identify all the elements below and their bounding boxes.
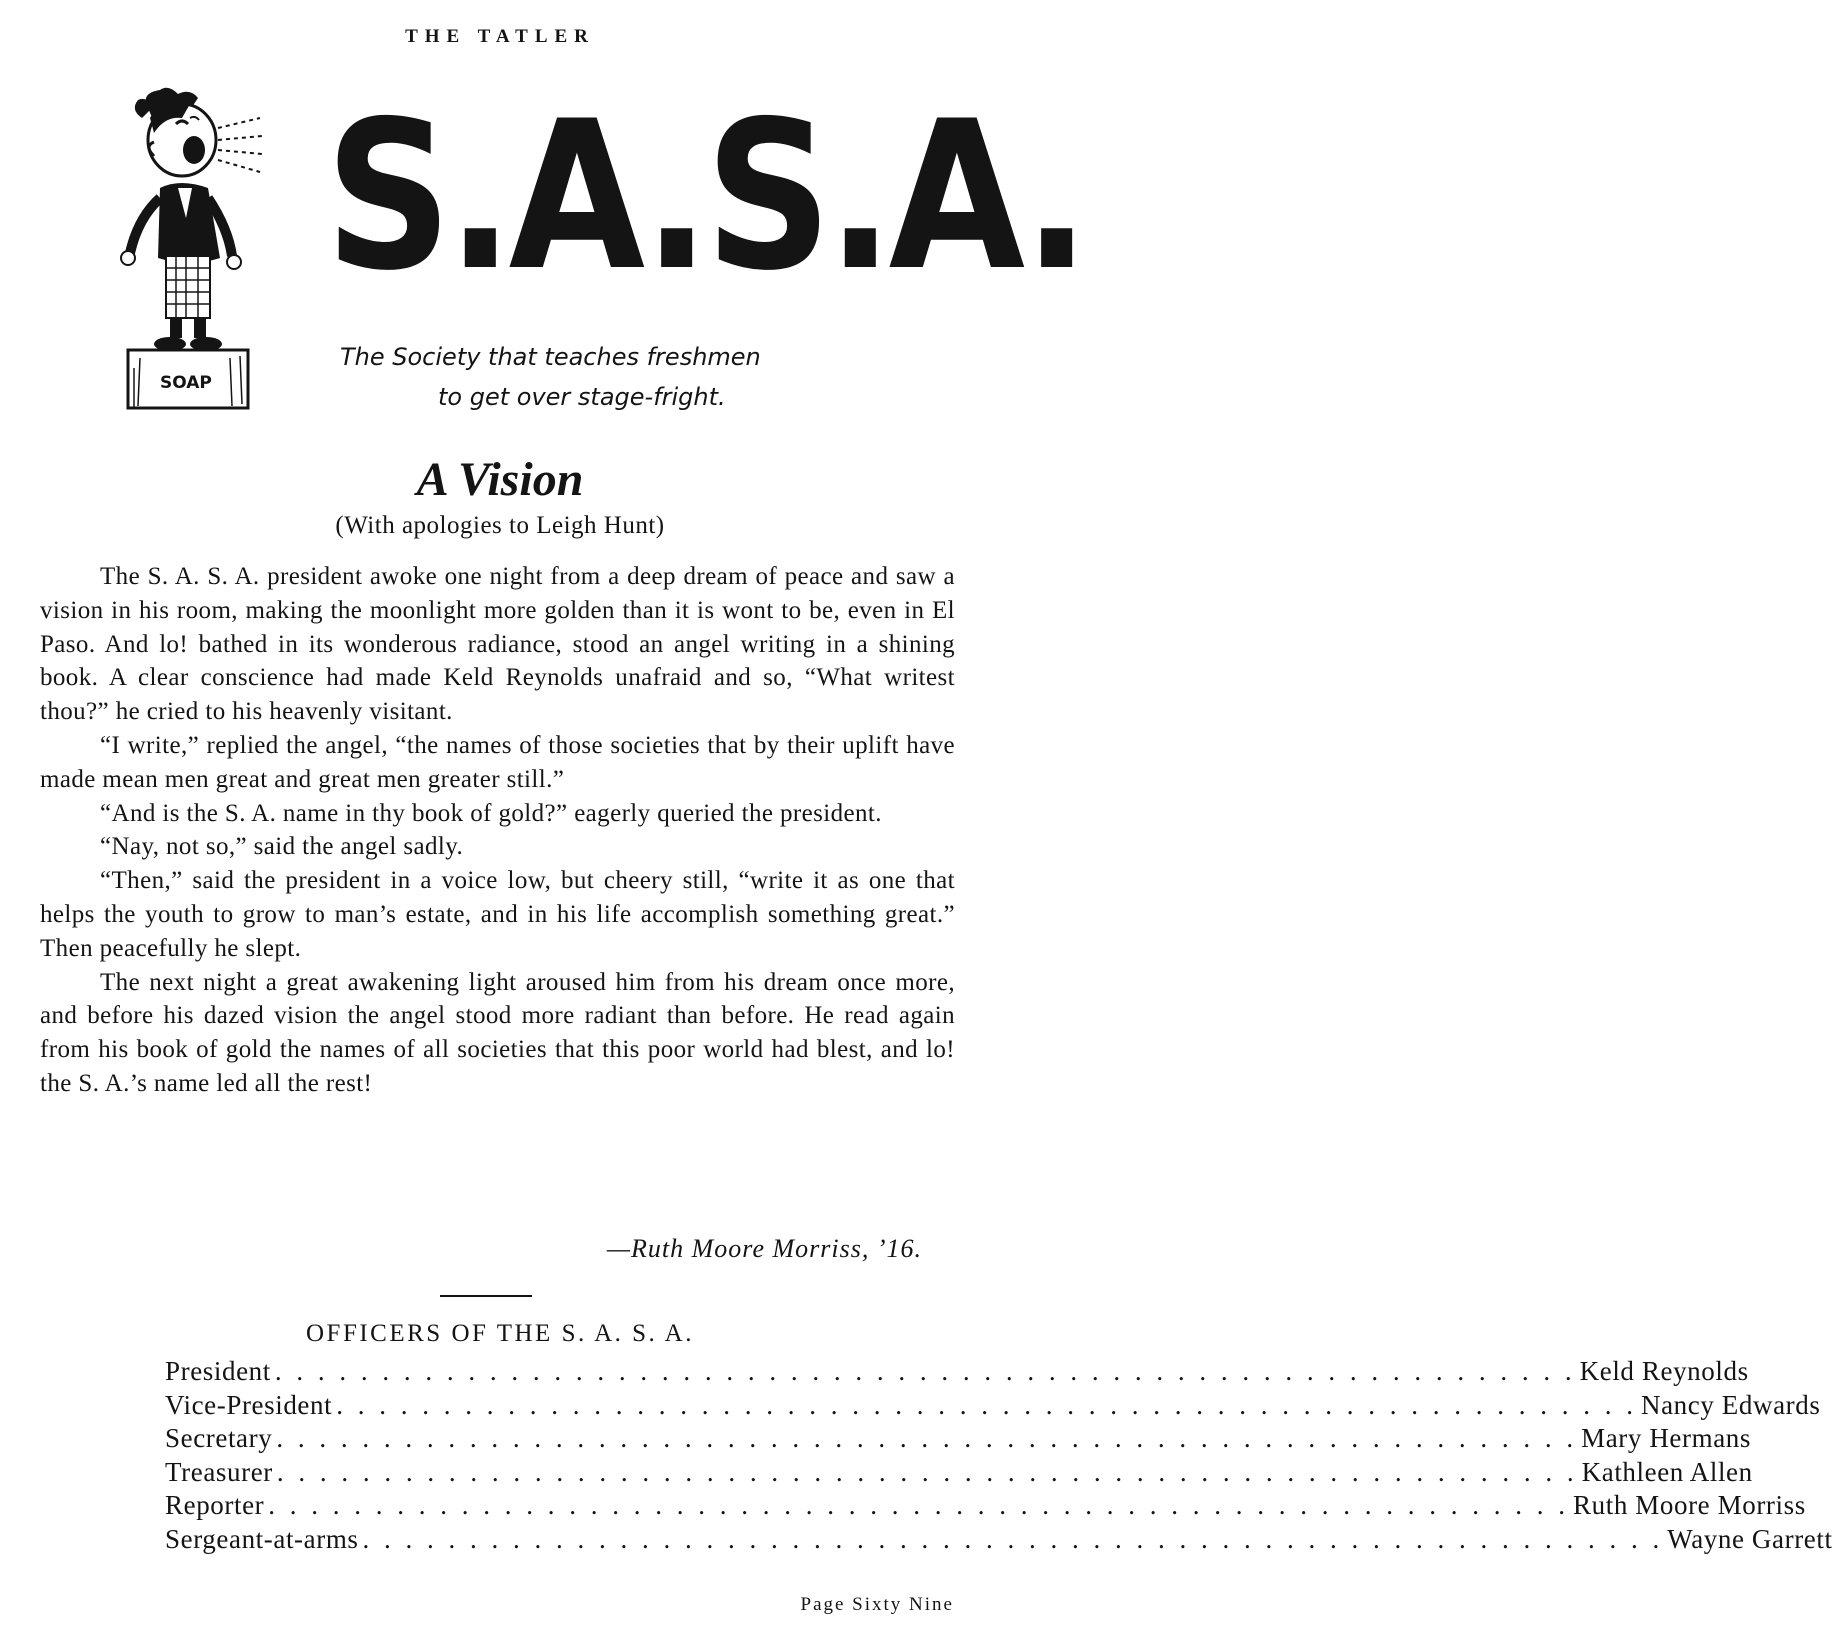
officer-row — [165, 1356, 1749, 1390]
paragraph: The S. A. S. A. president awoke one night from a deep dream of peace and saw a vision in his room, making the moonlight more golden than it is wont to be, even in El Paso. And lo! bathed in its wonderous radiance, stood an angel writing in a shining book. A clear conscience had made Keld Reynolds unafraid and so, “What writest thou?” he cried to his heavenly visitant. — [40, 563, 955, 726]
paragraph: “Then,” said the president in a voice low, but cheery still, “write it as one that helps the youth to grow to man’s estate, and in his life accomplish something great.” Then peacefully he slept. — [40, 867, 955, 962]
officer-name: Ruth Moore Morriss — [1573, 1490, 1806, 1520]
section-divider — [440, 1295, 532, 1297]
leader-dots — [363, 1524, 1664, 1555]
leader-dots — [275, 1356, 1576, 1387]
officer-row — [165, 1389, 1821, 1424]
sasa-heading — [325, 78, 1085, 316]
leader-dots — [268, 1490, 1569, 1521]
tagline — [340, 338, 880, 417]
officer-row — [165, 1490, 1806, 1524]
shouting-boy-illustration — [120, 88, 285, 428]
officer-role: Secretary — [165, 1423, 273, 1453]
leader-dots — [277, 1457, 1578, 1488]
officer-name: Nancy Edwards — [1640, 1389, 1821, 1420]
officer-name: Mary Hermans — [1581, 1423, 1751, 1453]
officer-name: Kathleen Allen — [1581, 1456, 1753, 1487]
officer-role: Sergeant-at-arms — [165, 1523, 359, 1554]
paragraph: “Nay, not so,” said the angel sadly. — [100, 833, 464, 861]
officers-list — [165, 1356, 1833, 1557]
article-body — [40, 560, 955, 1101]
officer-name: Keld Reynolds — [1579, 1356, 1749, 1386]
author-signature: —Ruth Moore Morriss, ’16. — [606, 1234, 922, 1263]
article-title: A Vision — [416, 453, 584, 506]
officer-row — [165, 1456, 1753, 1491]
page-number: Page Sixty Nine — [800, 1594, 954, 1615]
article-subtitle: (With apologies to Leigh Hunt) — [335, 512, 665, 539]
leader-dots — [276, 1423, 1577, 1454]
paragraph: The next night a great awakening light aroused him from his dream once more, and before his dazed vision the angel stood more radiant than before. He read again from his book of gold the names of all societies that this poor world had blest, and lo! the S. A.’s name led all the rest! — [40, 968, 955, 1097]
tagline-line-1: The Society that teaches freshmen — [340, 343, 761, 371]
running-head: THE TATLER — [405, 26, 595, 47]
tagline-line-2: to get over stage-fright. — [438, 382, 726, 411]
officer-row — [165, 1423, 1751, 1457]
sasa-title: S.A.S.A. — [325, 78, 1085, 316]
officer-role: President — [165, 1356, 271, 1386]
paragraph: “And is the S. A. name in thy book of gold?” eagerly queried the president. — [100, 799, 882, 827]
officers-heading: OFFICERS OF THE S. A. S. A. — [306, 1320, 694, 1347]
officer-role: Reporter — [165, 1490, 265, 1520]
officer-name: Wayne Garrett — [1667, 1523, 1833, 1554]
soap-box-label: SOAP — [160, 373, 212, 393]
paragraph: “I write,” replied the angel, “the names of those societies that by their uplift have made mean men great and great men greater still.” — [40, 731, 955, 793]
officer-row — [165, 1523, 1833, 1558]
officer-role: Treasurer — [165, 1456, 273, 1487]
leader-dots — [336, 1390, 1637, 1421]
officer-role: Vice-President — [165, 1389, 333, 1420]
